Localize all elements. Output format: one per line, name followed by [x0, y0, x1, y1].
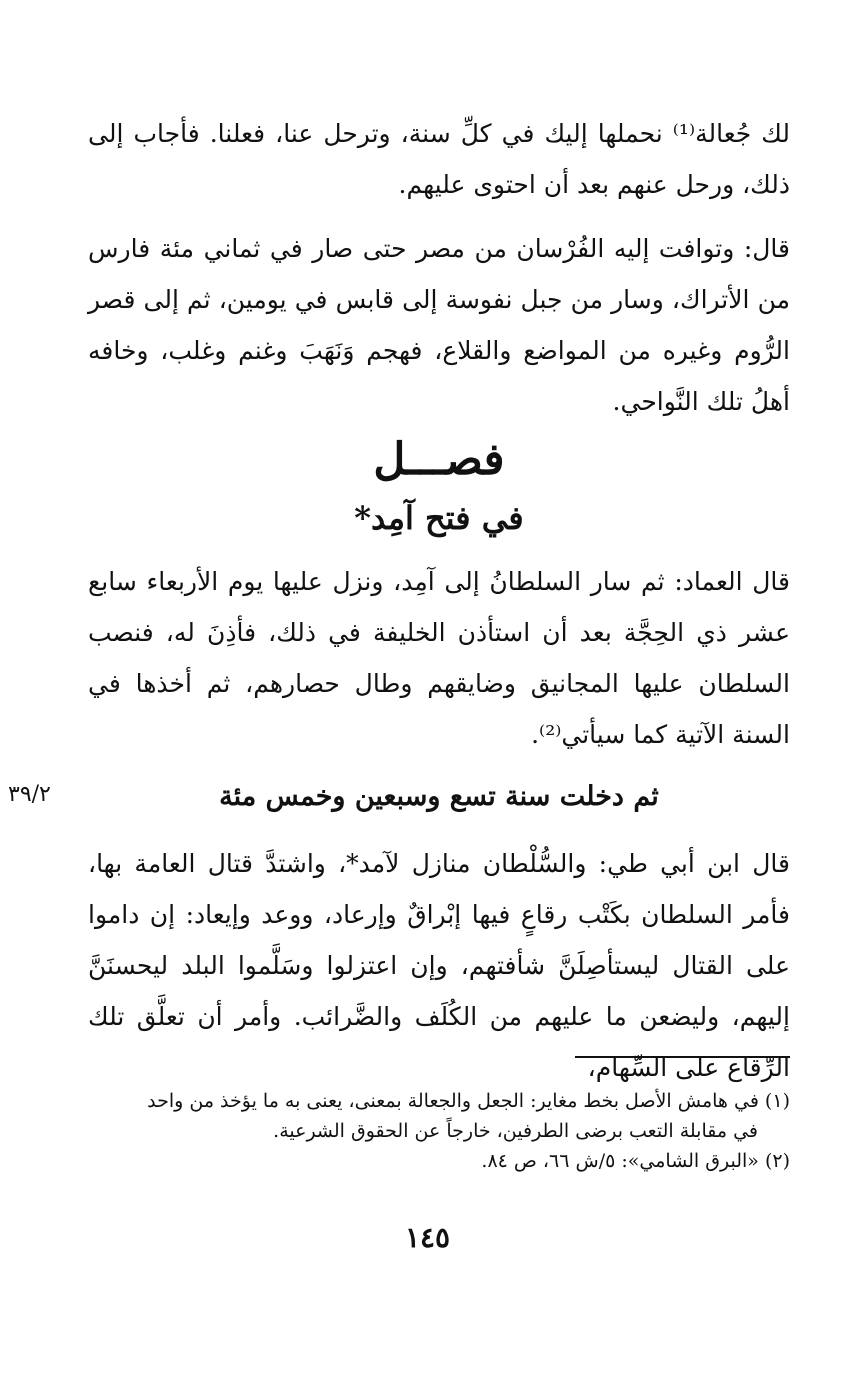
- footnote-1-line-2: في مقابلة التعب برضى الطرفين، خارجاً عن الحقوق الشرعية.: [273, 1120, 758, 1142]
- paragraph-jualah: لك جُعالة⁽¹⁾ نحملها إليك في كلِّ سنة، وترحل عنا، فعلنا. فأجاب إلى ذلك، ورحل عنهم بعد أن احتوى عليهم.: [88, 119, 790, 199]
- footnote-divider: [575, 1056, 790, 1058]
- footnote-2: (٢) «البرق الشامي»: ٥/ش ٦٦، ص ٨٤.: [481, 1150, 790, 1172]
- page-number: ١٤٥: [404, 1221, 451, 1254]
- year-heading: ثم دخلت سنة تسع وسبعين وخمس مئة: [219, 781, 659, 812]
- paragraph-fursan: قال: وتوافت إليه الفُرْسان من مصر حتى صار في ثماني مئة فارس من الأتراك، وسار من جبل نفوسة إلى قابس في يومين، ثم إلى قصر الرُّوم وغيره من المواضع والقلاع، فهجم وَنَهَبَ وغنم وغلب، وخافه أهلُ تلك النَّواحي.: [88, 234, 790, 416]
- body-text-section-4: [88, 838, 790, 1093]
- paragraph-imad: قال العماد: ثم سار السلطانُ إلى آمِد، ونزل عليها يوم الأربعاء سابع عشر ذي الحِجَّة بعد أن استأذن الخليفة في ذلك، فأذِنَ له، فنصب السلطان عليها المجانيق وضايقهم وطال حصارهم، ثم أخذها في السنة الآتية كما سيأتي⁽²⁾.: [88, 567, 790, 749]
- section-subtitle: في فتح آمِد*: [354, 499, 524, 537]
- paragraph-ibn-abi-tay: قال ابن أبي طي: والسُّلْطان منازل لآمد*، واشتدَّ قتال العامة بها، فأمر السلطان بكَتْب رقاعٍ فيها إبْراقٌ وإرعاد، ووعد وإيعاد: إن داموا على القتال ليستأصِلَنَّ شأفتهم، وإن اعتزلوا وسَلَّموا البلد ليحسنَنَّ إليهم، وليضعن ما عليهم من الكُلَف والضَّرائب. وأمر أن تعلَّق تلك الرِّقاع على السِّهام،: [88, 849, 790, 1082]
- body-text-section-3: [88, 556, 790, 760]
- section-title: فصـــل: [373, 434, 505, 485]
- footnotes: [88, 1086, 790, 1176]
- margin-reference: ٣٩/٢: [8, 782, 51, 807]
- footnote-1-line-1: (١) في هامش الأصل بخط مغاير: الجعل والجعالة بمعنى، يعنى به ما يؤخذ من واحد: [147, 1090, 790, 1112]
- body-text-section-2: [88, 223, 790, 427]
- body-text-section-1: [88, 108, 790, 210]
